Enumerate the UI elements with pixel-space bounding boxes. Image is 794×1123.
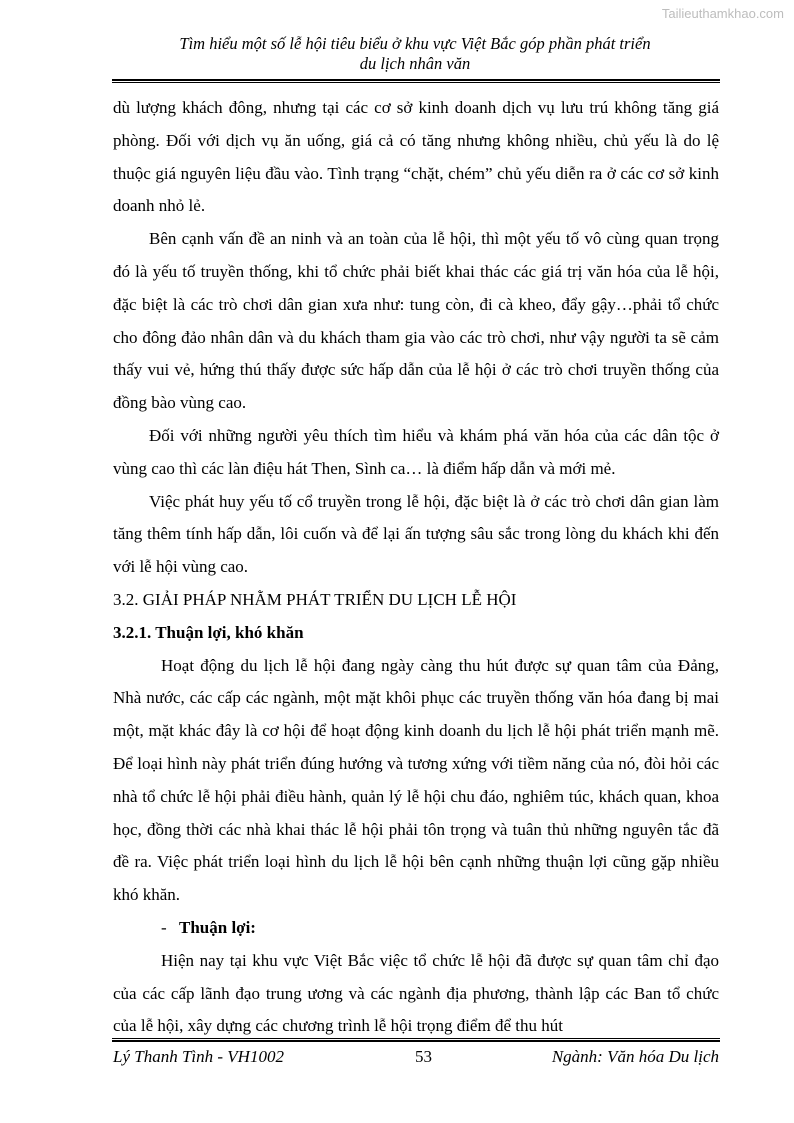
section-heading: 3.2. GIẢI PHÁP NHẰM PHÁT TRIỂN DU LỊCH LỄ HỘI	[113, 589, 517, 609]
page-body	[113, 92, 719, 1043]
footer-author: Lý Thanh Tình - VH1002	[113, 1047, 284, 1066]
running-header	[112, 34, 718, 74]
paragraph: Đối với những người yêu thích tìm hiểu và khám phá văn hóa của các dân tộc ở vùng cao thì các làn điệu hát Then, Sình ca… là điểm hấp dẫn và mới mẻ.	[113, 425, 719, 478]
page-number: 53	[415, 1047, 432, 1066]
paragraph: Hoạt động du lịch lễ hội đang ngày càng thu hút được sự quan tâm của Đảng, Nhà nước, các cấp các ngành, một mặt khôi phục các truyền thống văn hóa đang bị mai một, mặt khác đây là cơ hội để hoạt động kinh doanh du lịch lễ hội phát triển mạnh mẽ. Để loại hình này phát triển đúng hướng và tương xứng với tiềm năng của nó, đòi hỏi các nhà tổ chức lễ hội phải điều hành, quản lý lễ hội chu đáo, nghiêm túc, khách quan, khoa học, đồng thời các nhà khai thác lễ hội phải tôn trọng và tuân thủ những nguyên tắc đã đề ra. Việc phát triển loại hình du lịch lễ hội bên cạnh những thuận lợi cũng gặp nhiều khó khăn.	[113, 655, 719, 905]
paragraph-continued: dù lượng khách đông, nhưng tại các cơ sở kinh doanh dịch vụ lưu trú không tăng giá phòng. Đối với dịch vụ ăn uống, giá cả có tăng nhưng không nhiều, chủ yếu là do lệ thuộc giá nguyên liệu đầu vào. Tình trạng “chặt, chém” chủ yếu diễn ra ở các cơ sở kinh doanh nhỏ lẻ.	[113, 98, 719, 216]
paragraph: Việc phát huy yếu tố cổ truyền trong lễ hội, đặc biệt là ở các trò chơi dân gian làm tăng thêm tính hấp dẫn, lôi cuốn và để lại ấn tượng sâu sắc trong lòng du khách khi đến với lễ hội vùng cao.	[113, 491, 719, 577]
bullet-dash: -	[161, 917, 167, 937]
footer-major: Ngành: Văn hóa Du lịch	[551, 1047, 719, 1066]
bullet-item	[113, 912, 719, 945]
footer-rule	[112, 1038, 720, 1042]
paragraph: Hiện nay tại khu vực Việt Bắc việc tổ chức lễ hội đã được sự quan tâm chỉ đạo của các cấp lãnh đạo trung ương và các ngành địa phương, thành lập các Ban tổ chức của lễ hội, xây dựng các chương trình lễ hội trọng điểm để thu hút	[113, 950, 719, 1036]
paragraph: Bên cạnh vấn đề an ninh và an toàn của lễ hội, thì một yếu tố vô cùng quan trọng đó là yếu tố truyền thống, khi tổ chức phải biết khai thác các giá trị văn hóa của lễ hội, đặc biệt là các trò chơi dân gian xưa như: tung còn, đi cà kheo, đẩy gậy…phải tổ chức cho đông đảo nhân dân và du khách tham gia vào các trò chơi, như vậy người ta sẽ cảm thấy vui vẻ, hứng thú thấy được sức hấp dẫn của lễ hội ở các trò chơi truyền thống của đồng bào vùng cao.	[113, 229, 719, 413]
header-line-2: du lịch nhân văn	[359, 54, 471, 73]
watermark: Tailieuthamkhao.com	[661, 6, 784, 21]
bullet-text: Thuận lợi:	[179, 917, 256, 937]
header-rule	[112, 79, 720, 83]
running-footer	[113, 1046, 719, 1068]
header-line-1: Tìm hiểu một số lễ hội tiêu biểu ở khu vực Việt Bắc góp phần phát triển	[179, 34, 651, 53]
subsection-heading: 3.2.1. Thuận lợi, khó khăn	[113, 622, 304, 642]
